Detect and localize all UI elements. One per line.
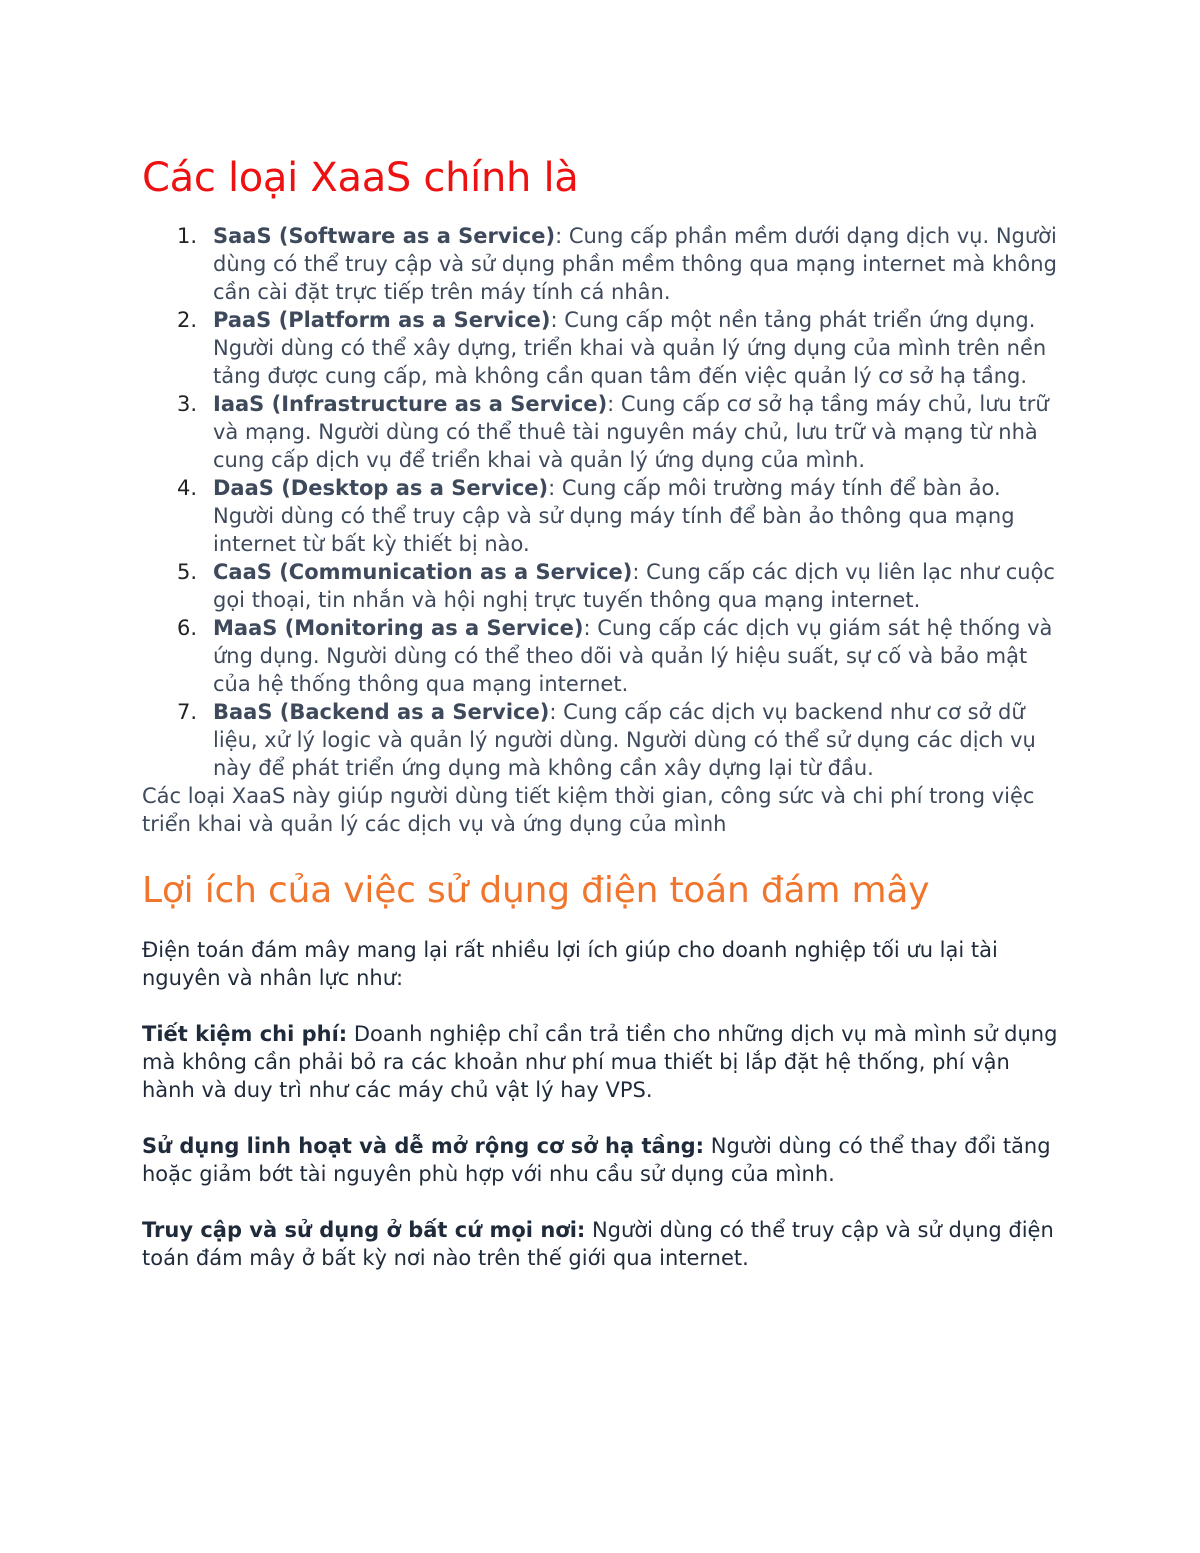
list-item-term: MaaS (Monitoring as a Service): [213, 616, 584, 640]
list-item-paas: [177, 306, 1067, 390]
benefit-term: Truy cập và sử dụng ở bất cứ mọi nơi:: [142, 1218, 586, 1242]
list-item-caas: [177, 558, 1067, 614]
list-item-number: 4.: [177, 476, 198, 500]
section-title-xaas-types: Các loại XaaS chính là: [142, 155, 579, 201]
list-item-baas: [177, 698, 1067, 782]
section-title-cloud-benefits: Lợi ích của việc sử dụng điện toán đám mây: [142, 870, 930, 911]
benefit-description: Người dùng có thể truy cập và sử dụng điện toán đám mây ở bất kỳ nơi nào trên thế giới qua internet.: [142, 1218, 1054, 1270]
list-item-term: BaaS (Backend as a Service): [213, 700, 550, 724]
list-item-description: : Cung cấp các dịch vụ giám sát hệ thống và ứng dụng. Người dùng có thể theo dõi và quản lý hiệu suất, sự cố và bảo mật của hệ thống thông qua mạng internet.: [213, 616, 1053, 696]
list-item-maas: [177, 614, 1067, 698]
list-item-description: : Cung cấp các dịch vụ liên lạc như cuộc gọi thoại, tin nhắn và hội nghị trực tuyến thông qua mạng internet.: [213, 560, 1055, 612]
list-item-number: 6.: [177, 616, 198, 640]
list-item-term: IaaS (Infrastructure as a Service): [213, 392, 608, 416]
list-item-description: : Cung cấp một nền tảng phát triển ứng dụng. Người dùng có thể xây dựng, triển khai và quản lý ứng dụng của mình trên nền tảng được cung cấp, mà không cần quan tâm đến việc quản lý cơ sở hạ tầng.: [213, 308, 1047, 388]
list-item-number: 3.: [177, 392, 198, 416]
list-item-description: : Cung cấp phần mềm dưới dạng dịch vụ. Người dùng có thể truy cập và sử dụng phần mềm thông qua mạng internet mà không cần cài đặt trực tiếp trên máy tính cá nhân.: [213, 224, 1057, 304]
list-item-iaas: [177, 390, 1067, 474]
list-item-number: 7.: [177, 700, 198, 724]
list-item-description: : Cung cấp cơ sở hạ tầng máy chủ, lưu trữ và mạng. Người dùng có thể thuê tài nguyên máy chủ, lưu trữ và mạng từ nhà cung cấp dịch vụ để triển khai và quản lý ứng dụng của mình.: [213, 392, 1049, 472]
benefit-description: Người dùng có thể thay đổi tăng hoặc giảm bớt tài nguyên phù hợp với nhu cầu sử dụng của mình.: [142, 1134, 1051, 1186]
benefits-intro: Điện toán đám mây mang lại rất nhiều lợi ích giúp cho doanh nghiệp tối ưu lại tài nguyên và nhân lực như:: [142, 938, 998, 990]
benefit-term: Sử dụng linh hoạt và dễ mở rộng cơ sở hạ tầng:: [142, 1134, 705, 1158]
list-item-term: DaaS (Desktop as a Service): [213, 476, 549, 500]
list-item-term: CaaS (Communication as a Service): [213, 560, 633, 584]
list-item-number: 5.: [177, 560, 198, 584]
xaas-types-list: [142, 222, 1067, 782]
list-item-daas: [177, 474, 1067, 558]
benefit-cost-saving: [142, 1020, 1067, 1104]
list-item-term: SaaS (Software as a Service): [213, 224, 556, 248]
benefit-term: Tiết kiệm chi phí:: [142, 1022, 348, 1046]
benefit-description: Doanh nghiệp chỉ cần trả tiền cho những dịch vụ mà mình sử dụng mà không cần phải bỏ ra các khoản như phí mua thiết bị lắp đặt hệ thống, phí vận hành và duy trì như các máy chủ vật lý hay VPS.: [142, 1022, 1058, 1102]
list-item-description: : Cung cấp môi trường máy tính để bàn ảo. Người dùng có thể truy cập và sử dụng máy tính để bàn ảo thông qua mạng internet từ bất kỳ thiết bị nào.: [213, 476, 1015, 556]
list-item-description: : Cung cấp các dịch vụ backend như cơ sở dữ liệu, xử lý logic và quản lý người dùng. Người dùng có thể sử dụng các dịch vụ này để phát triển ứng dụng mà không cần xây dựng lại từ đầu.: [213, 700, 1036, 780]
list-item-term: PaaS (Platform as a Service): [213, 308, 551, 332]
xaas-summary: Các loại XaaS này giúp người dùng tiết kiệm thời gian, công sức và chi phí trong việc triển khai và quản lý các dịch vụ và ứng dụng của mình: [142, 784, 1035, 836]
list-item-number: 2.: [177, 308, 198, 332]
list-item-number: 1.: [177, 224, 198, 248]
benefit-access-anywhere: [142, 1216, 1067, 1272]
benefit-flexible-scaling: [142, 1132, 1067, 1188]
list-item-saas: [177, 222, 1067, 306]
document-page: [142, 150, 1067, 1300]
